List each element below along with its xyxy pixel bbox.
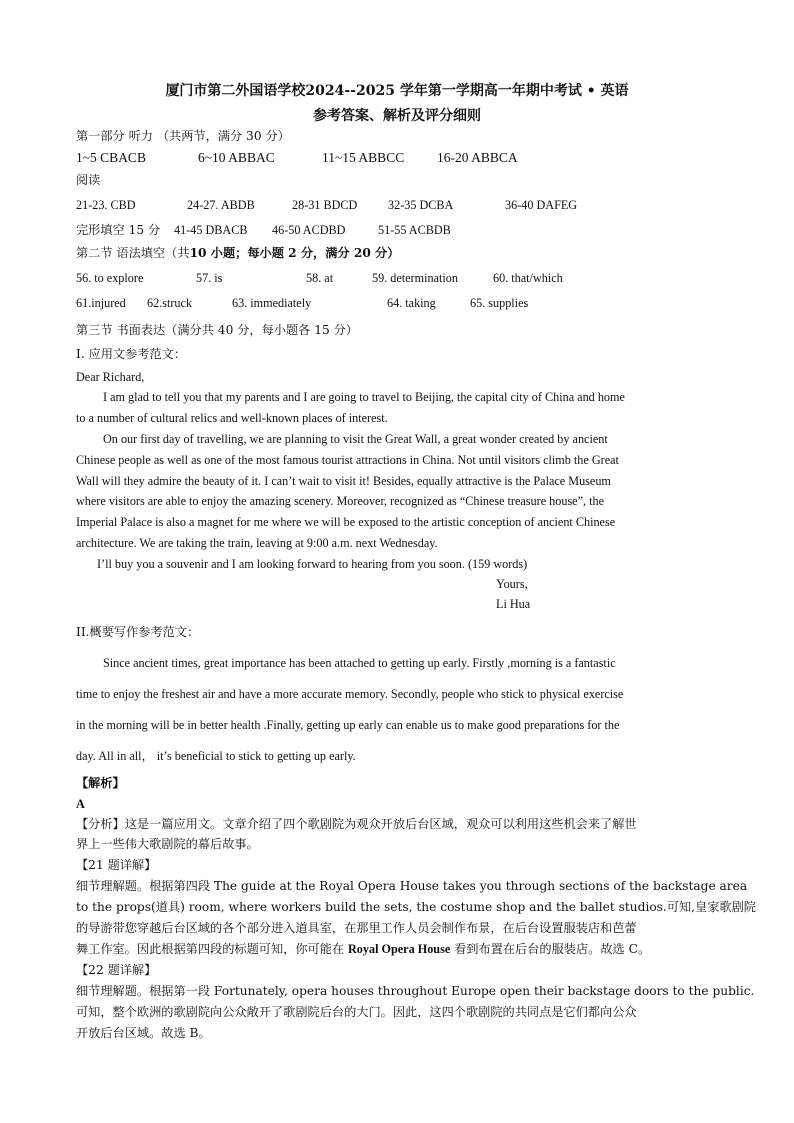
letter-paragraph-2-line: On our first day of travelling, we are planning to visit the Great Wall, a great wonder created by ancient xyxy=(103,432,608,446)
reading-answers-21-23: 21-23. CBD xyxy=(76,198,136,212)
q21-heading: 【21 题详解】 xyxy=(76,858,157,872)
grammar-answer-65: 65. supplies xyxy=(470,296,529,310)
reading-label: 阅读 xyxy=(76,173,101,187)
q21-line4-prefix: 舞工作室。因此根据第四段的标题可知，你可能在 xyxy=(76,942,348,956)
analysis-heading: 【解析】 xyxy=(76,776,125,790)
letter-signature: Li Hua xyxy=(496,597,531,611)
grammar-heading xyxy=(76,245,399,261)
letter-paragraph-1-line: to a number of cultural relics and well-known places of interest. xyxy=(76,411,388,425)
letter-paragraph-2-line: Chinese people as well as one of the most famous tourist attractions in China. Not until visitors climb the Great xyxy=(76,453,619,467)
grammar-answer-56: 56. to explore xyxy=(76,271,144,285)
q21-explanation-line: 细节理解题。根据第四段 The guide at the Royal Opera House takes you through sections of the backstage area xyxy=(76,879,748,893)
grammar-answer-60: 60. that/which xyxy=(493,271,563,285)
analysis-summary-line: 界上一些伟大歌剧院的幕后故事。 xyxy=(76,837,259,851)
reading-answers-32-35: 32-35 DCBA xyxy=(388,198,454,212)
letter-closing: Yours, xyxy=(496,577,528,591)
q22-explanation-line: 细节理解题。根据第一段 Fortunately, opera houses throughout Europe open their backstage doors to the public. xyxy=(76,984,755,998)
cloze-answers-41-45: 41-45 DBACB xyxy=(174,223,248,237)
grammar-answer-62: 62.struck xyxy=(147,296,193,310)
grammar-answer-63: 63. immediately xyxy=(232,296,312,310)
reading-answers-24-27: 24-27. ABDB xyxy=(187,198,255,212)
q21-line4-suffix: 看到布置在后台的服装店。故选 C。 xyxy=(450,942,651,956)
grammar-heading-bold: 10 小题；每小题 2 分，满分 20 分） xyxy=(189,246,400,260)
royal-opera-house-emphasis: Royal Opera House xyxy=(348,942,451,956)
grammar-answer-58: 58. at xyxy=(306,271,334,285)
listening-answers-16-20: 16-20 ABBCA xyxy=(437,150,518,165)
analysis-section-label: A xyxy=(76,797,85,811)
writing-heading: 第三节 书面表达（满分共 40 分，每小题各 15 分） xyxy=(76,323,358,337)
document-title: 厦门市第二外国语学校2024--2025 学年第一学期高一年期中考试 • 英语 xyxy=(165,83,629,99)
letter-paragraph-3: I’ll buy you a souvenir and I am looking forward to hearing from you soon. (159 words) xyxy=(97,557,528,571)
cloze-answers-51-55: 51-55 ACBDB xyxy=(378,223,451,237)
analysis-summary-line: 【分析】这是一篇应用文。文章介绍了四个歌剧院为观众开放后台区域，观众可以利用这些机会来了解世 xyxy=(76,817,637,831)
grammar-answer-57: 57. is xyxy=(196,271,223,285)
listening-answers-11-15: 11~15 ABBCC xyxy=(322,150,405,165)
application-writing-heading: I. 应用文参考范文： xyxy=(76,347,187,361)
listening-answers-1-5: 1~5 CBACB xyxy=(76,150,146,165)
letter-paragraph-2-line: architecture. We are taking the train, leaving at 9:00 a.m. next Wednesday. xyxy=(76,536,438,550)
part1-heading: 第一部分 听力 （共两节，满分 30 分） xyxy=(76,129,290,143)
q21-explanation-line: to the props(道具) room, where workers build the sets, the costume shop and the ballet studios.可知,皇家歌剧院 xyxy=(76,900,756,914)
q22-heading: 【22 题详解】 xyxy=(76,963,157,977)
letter-paragraph-1-line: I am glad to tell you that my parents and I are going to travel to Beijing, the capital city of China and home xyxy=(103,390,625,404)
cloze-label: 完形填空 15 分 xyxy=(76,223,161,237)
letter-paragraph-2-line: Imperial Palace is also a magnet for me where we will be exposed to the artistic conception of ancient Chinese xyxy=(76,515,616,529)
reading-answers-36-40: 36-40 DAFEG xyxy=(505,198,578,212)
letter-salutation: Dear Richard, xyxy=(76,370,145,384)
letter-paragraph-2-line: where visitors are able to enjoy the amazing scenery. Moreover, recognized as “Chinese treasure house”, the xyxy=(76,494,604,508)
summary-line: in the morning will be in better health .Finally, getting up early can enable us to make good preparations for the xyxy=(76,718,620,732)
summary-line: Since ancient times, great importance has been attached to getting up early. Firstly ,morning is a fantastic xyxy=(103,656,616,670)
grammar-answer-64: 64. taking xyxy=(387,296,436,310)
q21-explanation-line: 的导游带您穿越后台区域的各个部分进入道具室，在那里工作人员会制作布景，在后台设置服装店和芭蕾 xyxy=(76,921,637,935)
grammar-heading-prefix: 第二节 语法填空（共 xyxy=(76,246,190,260)
q22-explanation-line: 开放后台区域。故选 B。 xyxy=(76,1026,211,1040)
listening-answers-6-10: 6~10 ABBAC xyxy=(198,150,275,165)
grammar-answer-61: 61.injured xyxy=(76,296,126,310)
summary-line: time to enjoy the freshest air and have a more accurate memory. Secondly, people who stick to physical exercise xyxy=(76,687,624,701)
grammar-answer-59: 59. determination xyxy=(372,271,458,285)
document-subtitle: 参考答案、解析及评分细则 xyxy=(313,108,481,124)
q22-explanation-line: 可知，整个欧洲的歌剧院向公众敞开了歌剧院后台的大门。因此，这四个歌剧院的共同点是它们都向公众 xyxy=(76,1005,637,1019)
cloze-answers-46-50: 46-50 ACDBD xyxy=(272,223,346,237)
summary-writing-heading: II.概要写作参考范文： xyxy=(76,625,200,639)
letter-paragraph-2-line: Wall will they admire the beauty of it. I can’t wait to visit it! Besides, equally attractive is the Palace Museum xyxy=(76,474,611,488)
q21-explanation-line xyxy=(76,941,650,957)
summary-line: day. All in all， it’s beneficial to stick to getting up early. xyxy=(76,749,356,763)
reading-answers-28-31: 28-31 BDCD xyxy=(292,198,358,212)
